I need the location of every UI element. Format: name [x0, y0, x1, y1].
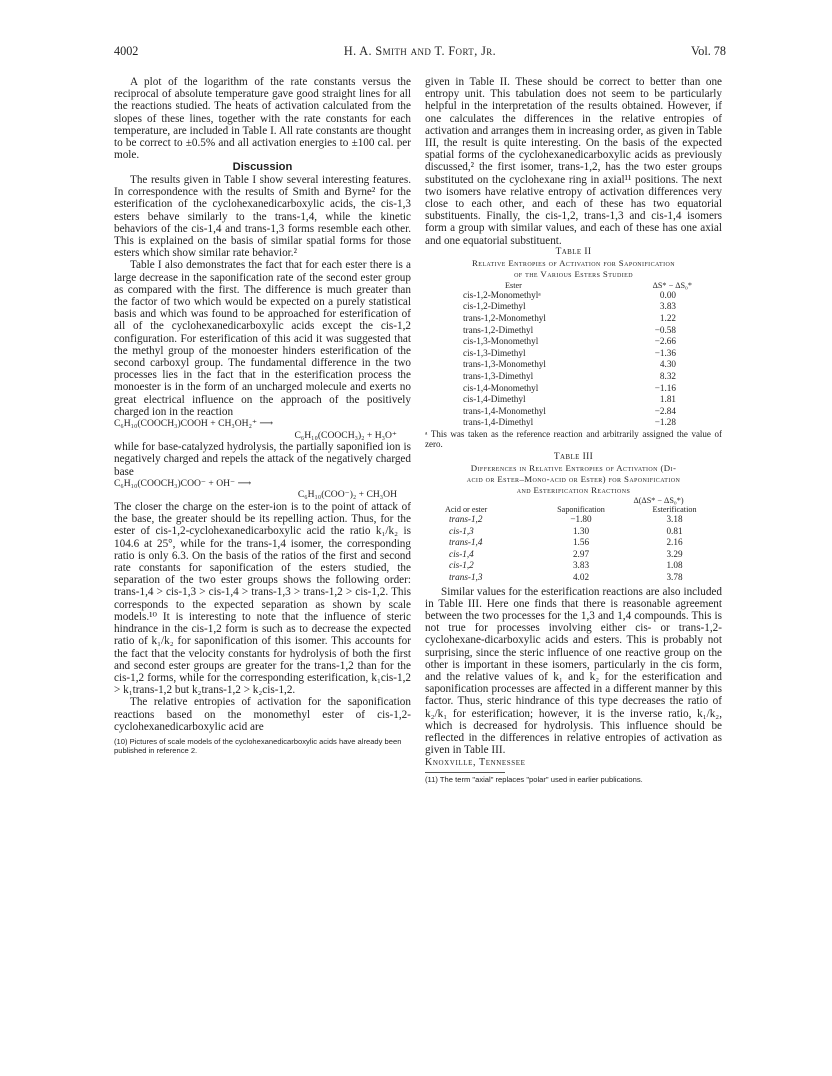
entropy-table: [425, 281, 722, 429]
equation-line: C₆H₁₀(COOCH₃)COOH + CH₃OH₂⁺ ⟶: [114, 418, 274, 430]
table-row: [425, 406, 722, 418]
entropy-value-cell: 3.83: [659, 301, 676, 312]
table-title: acid or Ester–Mono-acid or Ester) for Saponification: [466, 473, 681, 484]
table-header-row: [425, 505, 722, 514]
equation-hydrolysis: [114, 478, 411, 501]
ester-name-cell: trans-1,2-Monomethyl: [463, 313, 546, 324]
entropy-value-cell: 0.00: [659, 289, 676, 300]
table-row: [425, 526, 722, 538]
entropy-value-cell: 1.81: [659, 394, 676, 405]
footnote-11: (11) The term "axial" replaces "polar" used in earlier publications.: [425, 774, 643, 784]
table-footnote: ᵃ This was taken as the reference reaction and arbitrarily assigned the value of zero.: [425, 428, 722, 449]
esterification-cell: 1.08: [666, 560, 683, 571]
table-row: [425, 325, 722, 337]
ester-name-cell: trans-1,4-Dimethyl: [463, 417, 534, 428]
table-group-header-row: [425, 496, 722, 505]
equation-esterification: [114, 418, 411, 441]
acid-name-cell: trans-1,4: [449, 537, 483, 548]
entropy-value-cell: 4.30: [659, 359, 676, 370]
table-row: [425, 359, 722, 371]
table-iii: [425, 452, 722, 584]
section-heading-discussion: Discussion: [232, 161, 293, 174]
entropy-value-cell: 8.32: [659, 371, 676, 381]
entropy-value-cell: −1.36: [654, 347, 676, 358]
paragraph: Table I also demonstrates the fact that for each ester there is a large decrease in the saponification rate of the second ester group as compared with the first. The difference is much greater than the factor of two which would be expected on a purely statistical basis and which was found to be approached for esterification of all of the cyclohexanedicarboxylic acids except the cis-1,2 configuration. For esterification of this acid it was suggested that the methyl group of the monoester hinders esterification of the second carboxyl group. The fundamental difference in the two processes lies in the fact that in the esterification process the monoester is in the form of an uncharged molecule and exerts no great electrical influence on the approach of the positively charged ion in the reaction: [114, 259, 411, 418]
paragraph: while for base-catalyzed hydrolysis, the partially saponified ion is negatively charged and repels the attack of the negatively charged base: [114, 441, 411, 478]
column-header: Ester: [505, 280, 522, 290]
entropy-value-cell: −2.84: [654, 405, 676, 416]
footnote-rule: [425, 772, 505, 773]
equation-line: C₆H₁₀(COOCH₃)₂ + H₃O⁺: [294, 429, 397, 441]
esterification-cell: 3.29: [666, 548, 683, 559]
table-row: [425, 290, 722, 302]
ester-name-cell: trans-1,2-Dimethyl: [463, 324, 534, 335]
paragraph: A plot of the logarithm of the rate constants versus the reciprocal of absolute temperature gave good straight lines for all the reactions studied. The heats of activation calculated from the slopes of these lines, together with the rate constants for each temperature, are included in Table I. All rate constants are thought to be correct to ±0.5% and all activation energies to ±100 cal. per mole.: [114, 76, 411, 162]
table-row: [425, 348, 722, 360]
table-row: [425, 394, 722, 406]
running-header: [114, 44, 726, 60]
paragraph: given in Table II. These should be correct to better than one entropy unit. This tabulation does not seem to be particularly helpful in the interpretation of the results obtained. However, if one calculates the differences in the relative entropies of activation and arranges them in increasing order, as given in Table III, the result is quite interesting. On the basis of the expected spatial forms of the cyclohexanedicarboxylic acids as previously discussed,² the first isomer, trans-1,2, has the two ester groups substituted on the cyclohexane ring in axial¹¹ positions. The next two isomers have relative entropy of activation differences very close to each other, and each of these has two equatorial substituents. Finally, the cis-1,2, trans-1,3 and cis-1,4 isomers form a group with similar values, and each of these has one axial and one equatorial substituent.: [425, 76, 722, 247]
table-row: [425, 383, 722, 395]
saponification-cell: 1.30: [572, 525, 590, 536]
paragraph: The results given in Table I show several interesting features. In correspondence with the results of Smith and Byrne² for the esterification of the cyclohexanedicarboxylic acids, the cis-1,3 esters behave similarly to the trans-1,4, while the kinetic behaviors of the cis-1,4 and trans-1,3 forms resemble each other. This is explained on the basis of similar spatial forms for those esters which show similar rate behavior.²: [114, 174, 411, 260]
saponification-cell: 4.02: [572, 571, 590, 582]
author-location: Knoxville, Tennessee: [425, 757, 526, 769]
esterification-cell: 3.18: [666, 513, 683, 524]
table-row: [425, 537, 722, 549]
entropy-value-cell: 1.22: [659, 313, 676, 324]
table-row: [425, 301, 722, 313]
ester-name-cell: cis-1,4-Monomethyl: [463, 382, 539, 393]
running-title: H. A. Smith and T. Fort, Jr.: [343, 44, 497, 58]
esterification-cell: 3.78: [666, 571, 683, 582]
ester-name-cell: cis-1,3-Dimethyl: [463, 347, 526, 358]
table-row: [425, 514, 722, 526]
entropy-value-cell: −1.16: [654, 382, 676, 393]
table-row: [425, 371, 722, 383]
acid-name-cell: cis-1,3: [449, 525, 474, 536]
left-column: [114, 76, 411, 755]
column-header: ΔS* − ΔS₀*: [652, 280, 692, 290]
ester-name-cell: trans-1,4-Monomethyl: [463, 405, 546, 416]
entropy-value-cell: −1.28: [654, 417, 676, 428]
esterification-cell: 0.81: [666, 525, 683, 536]
table-row: [425, 572, 722, 584]
column-header: Saponification: [557, 504, 605, 514]
acid-name-cell: cis-1,4: [449, 548, 474, 559]
saponification-cell: −1.80: [570, 513, 592, 524]
volume-label: Vol. 78: [691, 44, 726, 58]
saponification-cell: 2.97: [572, 548, 590, 559]
group-header: Δ(ΔS* − ΔS₀*): [633, 495, 684, 505]
entropy-value-cell: −2.66: [654, 336, 676, 347]
table-title: and Esterification Reactions: [516, 484, 631, 495]
page-number: 4002: [114, 44, 139, 58]
acid-name-cell: trans-1,3: [449, 571, 483, 582]
table-label: Table II: [555, 246, 592, 257]
saponification-cell: 3.83: [572, 560, 590, 571]
ester-name-cell: cis-1,2-Monomethylᵃ: [463, 289, 541, 300]
acid-name-cell: cis-1,2: [449, 560, 474, 571]
paragraph: The relative entropies of activation for the saponification reactions based on the monomethyl ester of cis-1,2-cyclohexanedicarboxylic acid are: [114, 696, 411, 733]
saponification-cell: 1.56: [572, 537, 590, 548]
ester-name-cell: cis-1,3-Monomethyl: [463, 336, 539, 347]
table-title: Differences in Relative Entropies of Activation (Di-: [470, 462, 677, 473]
ester-name-cell: cis-1,4-Dimethyl: [463, 394, 526, 405]
footnote-10: (10) Pictures of scale models of the cyclohexanedicarboxylic acids have already been published in reference 2.: [114, 736, 402, 755]
table-title: Relative Entropies of Activation for Saponification: [472, 257, 675, 268]
ester-name-cell: trans-1,3-Dimethyl: [463, 371, 534, 381]
esterification-cell: 2.16: [666, 537, 683, 548]
equation-line: C₆H₁₀(COO⁻)₂ + CH₃OH: [297, 489, 397, 501]
table-row: [425, 313, 722, 325]
table-ii: [425, 247, 722, 449]
acid-name-cell: trans-1,2: [449, 513, 483, 524]
column-header: Esterification: [652, 504, 697, 514]
table-row: [425, 417, 722, 429]
right-column: [425, 76, 722, 784]
ester-name-cell: cis-1,2-Dimethyl: [463, 301, 526, 312]
equation-line: C₆H₁₀(COOCH₃)COO⁻ + OH⁻ ⟶: [114, 477, 252, 489]
entropy-value-cell: −0.58: [654, 324, 676, 335]
differences-table: [425, 496, 722, 584]
table-row: [425, 560, 722, 572]
paragraph: The closer the charge on the ester-ion is to the point of attack of the base, the greater should be its repelling action. Thus, for the ester of cis-1,2-cyclohexanedicarboxylic acid the ratio k₁/k₂ is 104.6 at 25°, while for the trans-1,4 isomer, the corresponding ratio is only 6.3. On the basis of the ratios of the first and second rate constants for saponification of the esters studied, the separation of the two ester groups shows the following order: trans-1,4 > cis-1,3 > cis-1,4 > trans-1,3 > trans-1,2 > cis-1,2. This corresponds to the expected separation as shown by scale models.¹⁰ It is interesting to note that the influence of steric hindrance in the cis-1,2 form is such as to decrease the expected ratio of k₁/k₂ for saponification of this isomer. This accounts for the fact that the velocity constants for hydrolysis of both the first and second ester groups are greater for the trans-1,2 than for the cis-1,2 forms, while for the corresponding esterification, k₁cis-1,2 > k₁trans-1,2 but k₂trans-1,2 > k₂cis-1,2.: [114, 501, 411, 697]
table-title: of the Various Esters Studied: [514, 268, 633, 279]
ester-name-cell: trans-1,3-Monomethyl: [463, 359, 546, 370]
table-row: [425, 336, 722, 348]
table-label: Table III: [553, 451, 594, 462]
table-row: [425, 549, 722, 561]
table-header-row: [425, 281, 722, 290]
column-header: Acid or ester: [445, 504, 488, 514]
paragraph: Similar values for the esterification reactions are also included in Table III. Here one finds that there is reasonable agreement between the two processes for the 1,3 and 1,4 compounds. This is not true for processes involving either cis- or trans-1,2-cyclohexane-dicarboxylic acids and esters. This is probably not surprising, since the steric influence of one reactive group on the other is important in these isomers, particularly in the cis form, and the relative values of k₁ and k₂ for the esterification and saponification processes are affected in a different manner by this factor. Thus, steric hindrance of this type decreases the ratio of k₂/k₁ for esterification; however, it is the inverse ratio, k₁/k₂, which is decreased for hydrolysis. This influence should be reflected in the differences in relative entropies of activation as given in Table III.: [425, 585, 722, 757]
